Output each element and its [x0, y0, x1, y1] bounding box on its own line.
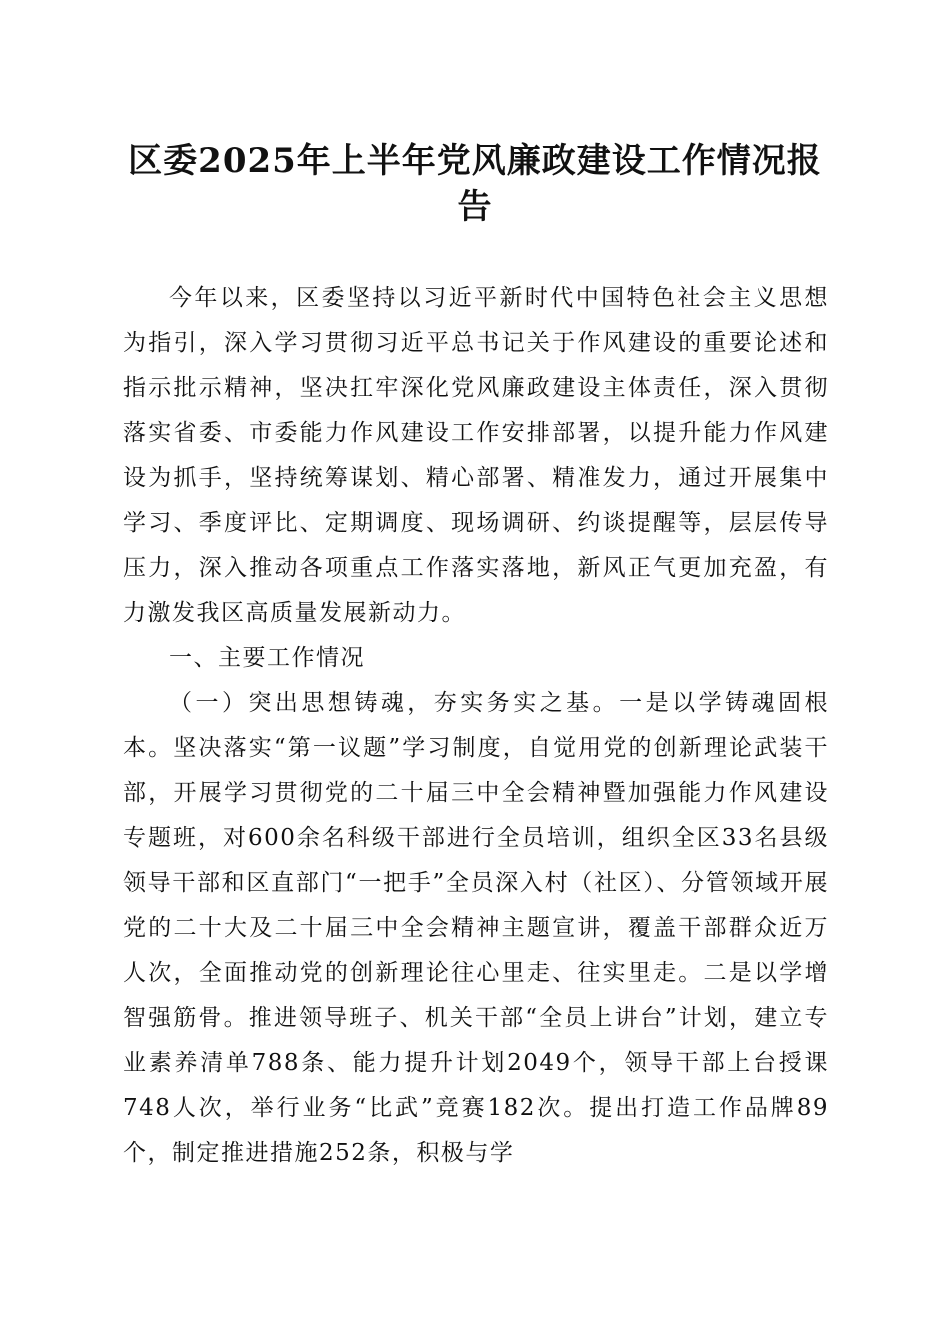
subsection-text: 一是以学铸魂固根本。坚决落实“第一议题”学习制度，自觉用党的创新理论武装干部，开展学习贯彻党的二十届三中全会精神暨加强能力作风建设专题班，对600余名科级干部进行全员培训，组织全区33名县级领导干部和区直部门“一把手”全员深入村（社区）、分管领域开展党的二十大及二十届三中全会精神主题宣讲，覆盖干部群众近万人次，全面推动党的创新理论往心里走、往实里走。二是以学增智强筋骨。推进领导班子、机关干部“全员上讲台”计划，建立专业素养清单788条、能力提升计划2049个，领导干部上台授课748人次，举行业务“比武”竞赛182次。提出打造工作品牌89个，制定推进措施252条，积极与学 [123, 690, 830, 1166]
document-body [123, 276, 829, 1176]
subsection-paragraph [123, 681, 829, 1176]
intro-paragraph: 今年以来，区委坚持以习近平新时代中国特色社会主义思想为指引，深入学习贯彻习近平总书记关于作风建设的重要论述和指示批示精神，坚决扛牢深化党风廉政建设主体责任，深入贯彻落实省委、市委能力作风建设工作安排部署，以提升能力作风建设为抓手，坚持统筹谋划、精心部署、精准发力，通过开展集中学习、季度评比、定期调度、现场调研、约谈提醒等，层层传导压力，深入推动各项重点工作落实落地，新风正气更加充盈，有力激发我区高质量发展新动力。 [123, 285, 829, 626]
section-heading: 一、主要工作情况 [169, 645, 365, 671]
subsection-lead: （一）突出思想铸魂，夯实务实之基。 [169, 690, 620, 716]
document-title: 区委2025年上半年党风廉政建设工作情况报告 [128, 141, 822, 227]
